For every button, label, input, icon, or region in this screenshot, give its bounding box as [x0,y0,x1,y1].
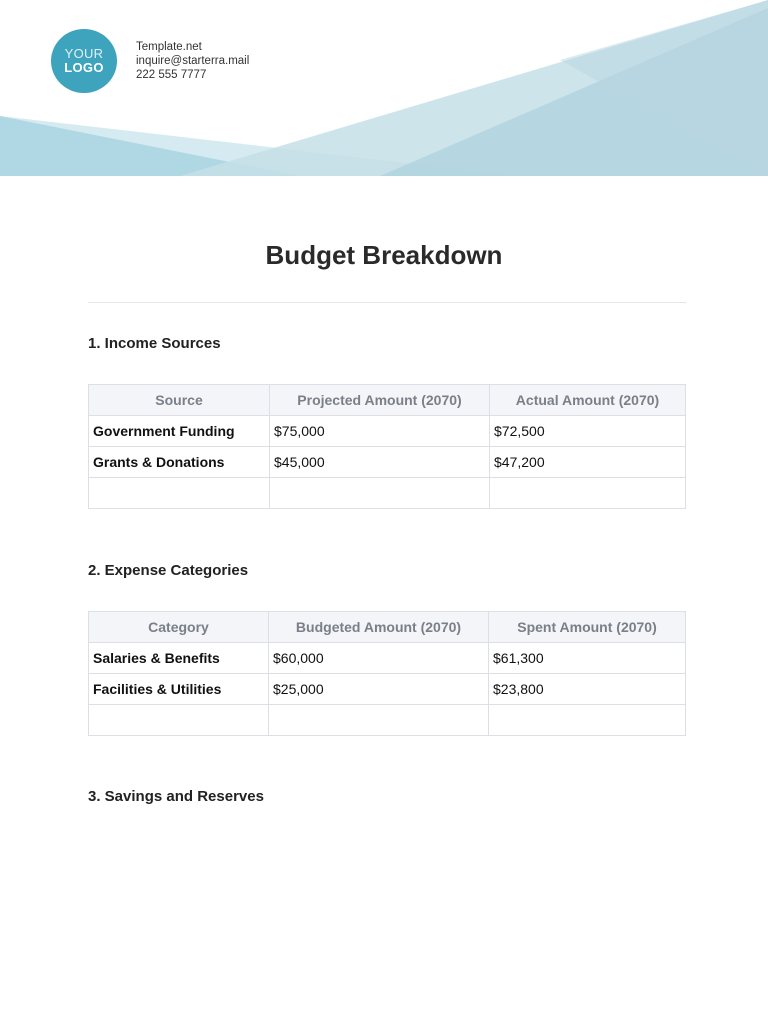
table-row [89,674,686,705]
table-cell: $72,500 [490,416,686,447]
column-header: Spent Amount (2070) [489,612,686,643]
company-name: Template.net [136,41,202,53]
table-cell: Grants & Donations [89,447,270,478]
table-cell [489,705,686,736]
table-cell [490,478,686,509]
income-table [88,384,686,509]
contact-phone: 222 555 7777 [136,69,207,81]
column-header: Category [89,612,269,643]
table-cell: Salaries & Benefits [89,643,269,674]
column-header: Budgeted Amount (2070) [269,612,489,643]
table-cell: Government Funding [89,416,270,447]
table-cell: $61,300 [489,643,686,674]
column-header: Actual Amount (2070) [490,385,686,416]
column-header: Source [89,385,270,416]
document-title: Budget Breakdown [265,240,503,270]
contact-info [136,40,249,82]
table-row [89,643,686,674]
table-cell [89,478,270,509]
table-cell [89,705,269,736]
table-cell: $25,000 [269,674,489,705]
column-header: Projected Amount (2070) [270,385,490,416]
table-row [89,416,686,447]
table-cell: $47,200 [490,447,686,478]
table-cell: Facilities & Utilities [89,674,269,705]
table-header-row [89,385,686,416]
header-banner [0,0,768,176]
table-cell: $45,000 [270,447,490,478]
contact-email: inquire@starterra.mail [136,55,250,67]
income-heading: 1. Income Sources [88,335,221,352]
logo-line-1: YOUR [64,46,104,61]
table-header-row [89,612,686,643]
table-row [89,478,686,509]
table-row [89,447,686,478]
expenses-table [88,611,686,736]
table-cell: $23,800 [489,674,686,705]
table-cell: $75,000 [270,416,490,447]
company-logo [51,29,117,93]
table-row [89,705,686,736]
table-cell [269,705,489,736]
logo-line-2: LOGO [64,60,104,75]
savings-heading: 3. Savings and Reserves [88,788,264,805]
table-cell: $60,000 [269,643,489,674]
table-cell [270,478,490,509]
header-decoration [0,0,768,176]
title-divider [88,302,686,303]
expenses-heading: 2. Expense Categories [88,562,249,579]
